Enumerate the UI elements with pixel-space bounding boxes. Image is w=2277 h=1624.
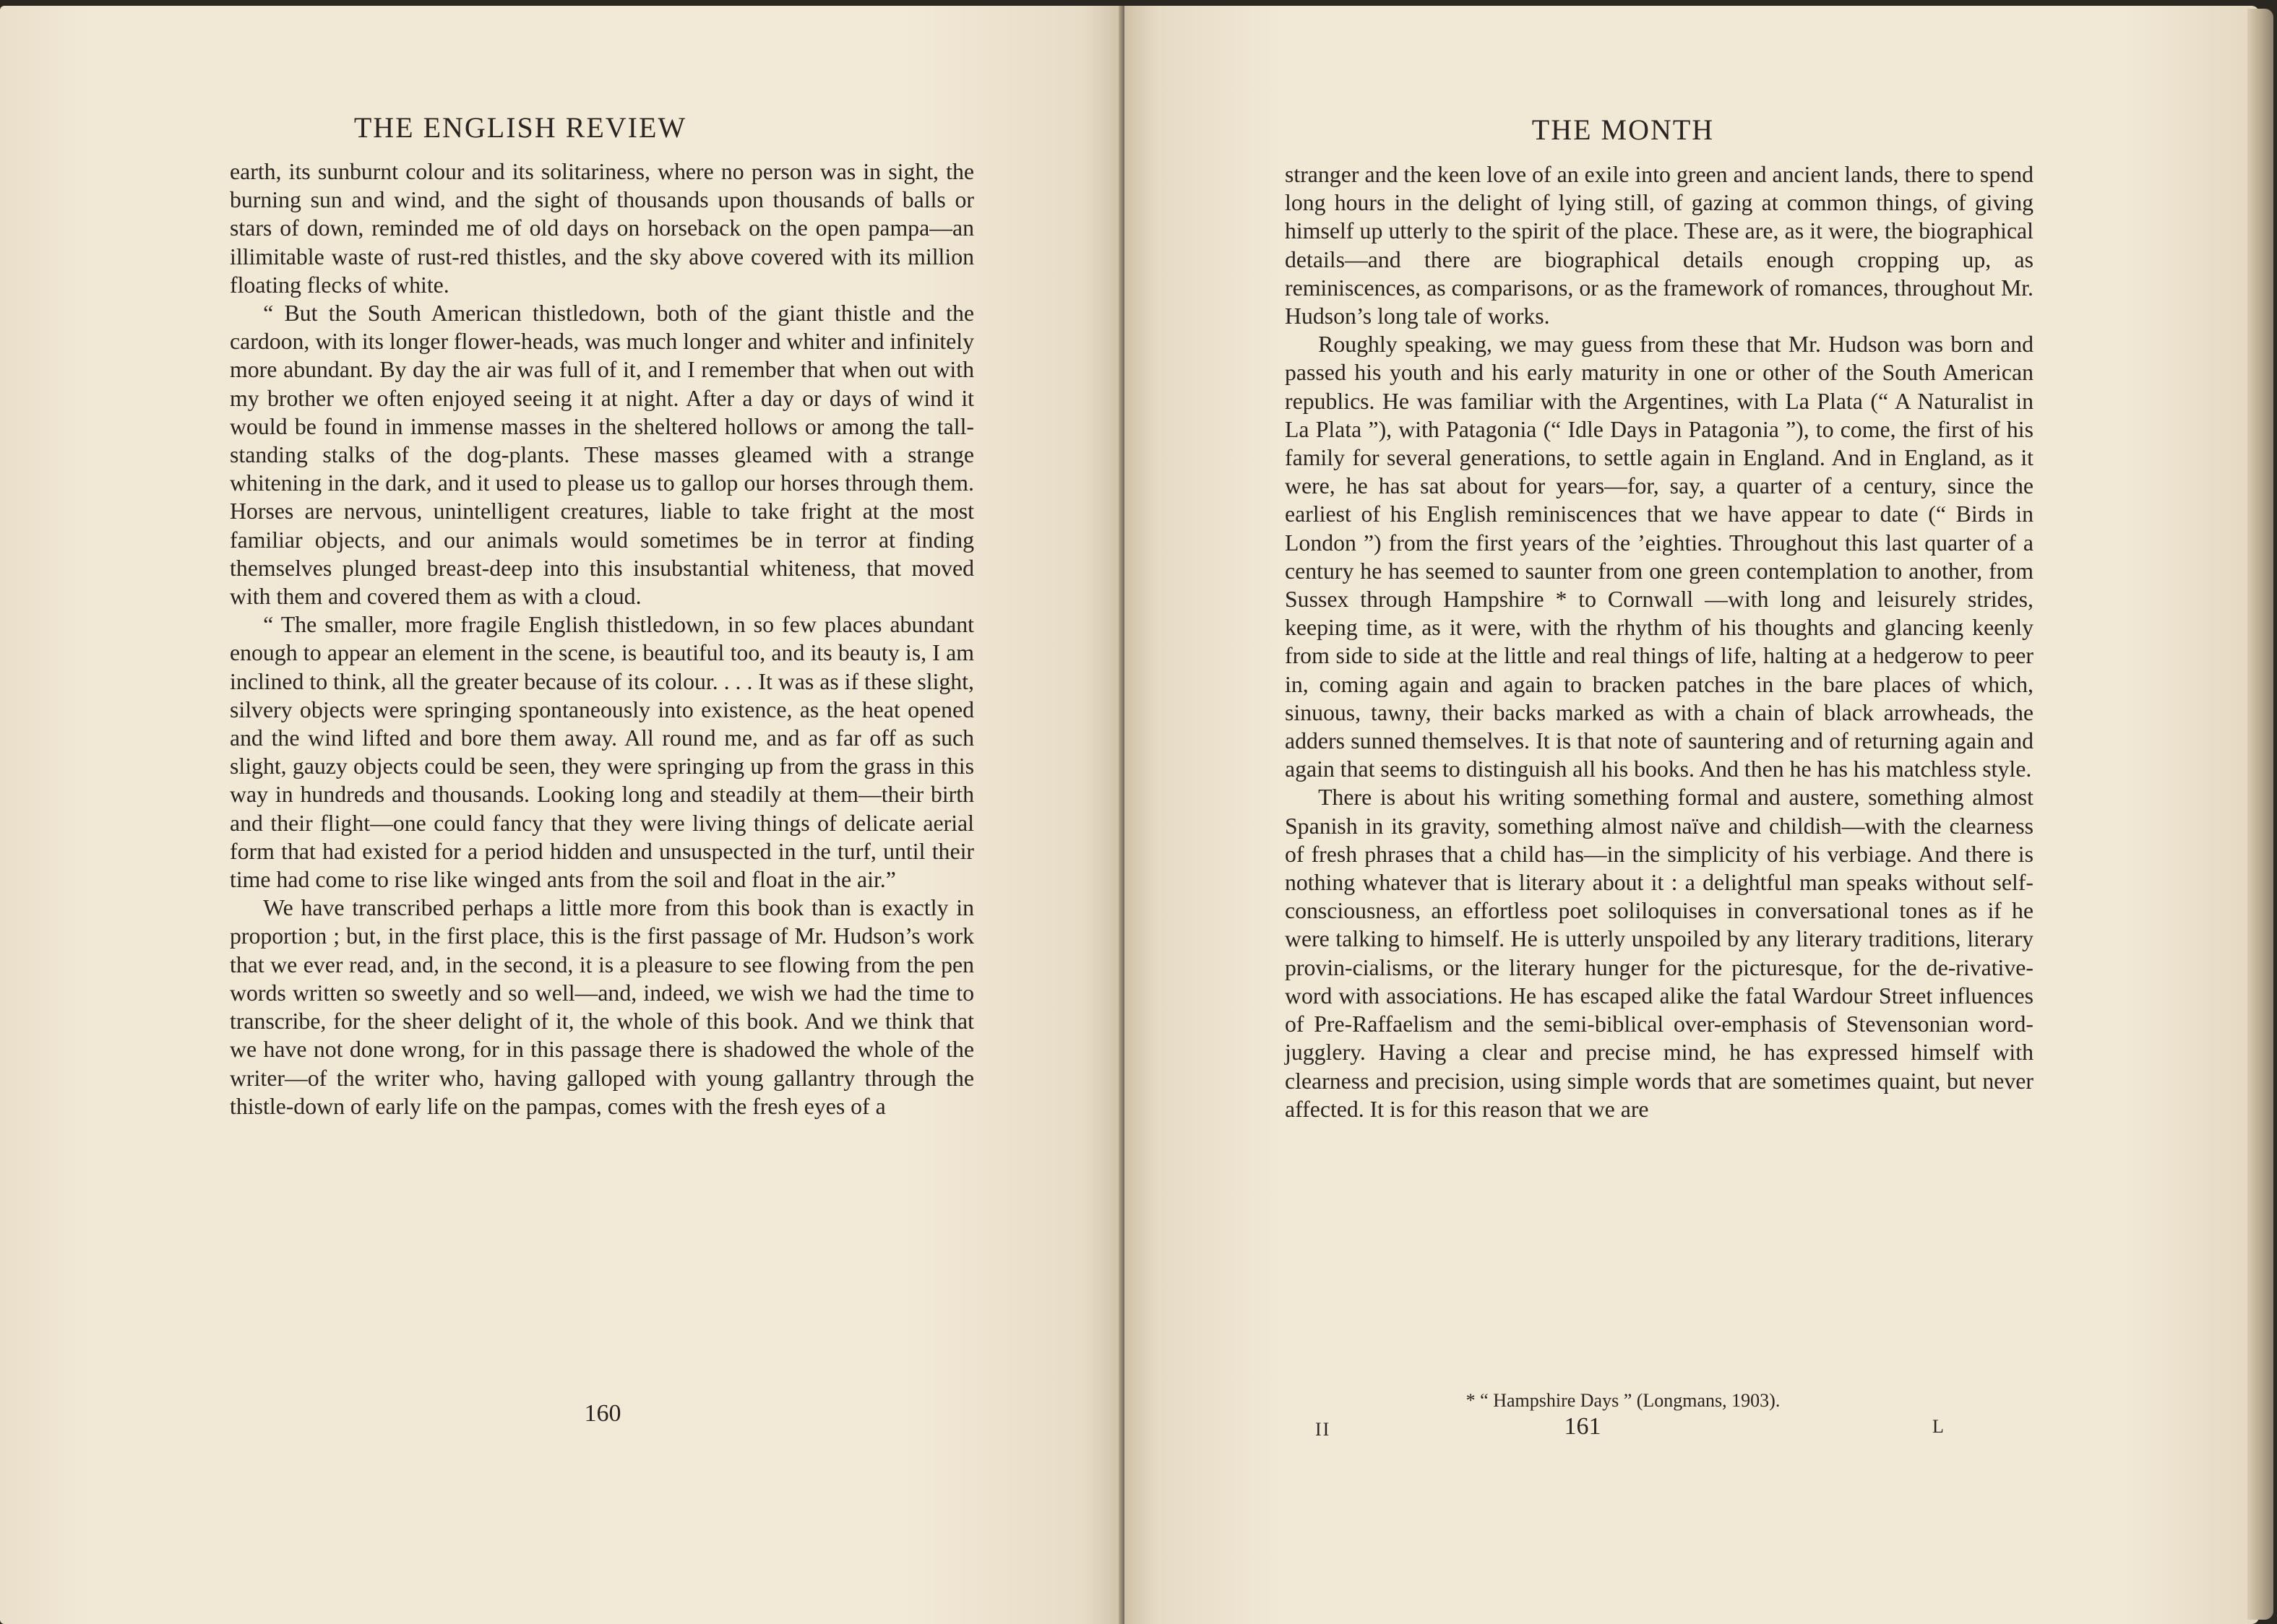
book-spread — [0, 6, 2277, 1624]
paragraph: There is about his writing something formal and austere, something almost Spanish in its gravity, something almost naïve and childish—with the clearness of fresh phrases that a child has—in the simplicity of his verbiage. And there is nothing whatever that is literary about it : a delightful man speaks without self-consciousness, an effortless poet soliloquises in conversational tones as if he were talking to himself. He is utterly unspoiled by any literary traditions, literary provin-cialisms, or the literary hunger for the picturesque, for the de-rivative-word with associations. He has escaped alike the fatal Wardour Street influences of Pre-Raffaelism and the semi-biblical over-emphasis of Stevensonian word-jugglery. Having a clear and precise mind, he has expressed himself with clearness and precision, using simple words that are sometimes quaint, but never affected. It is for this reason that we are — [1285, 785, 2033, 1122]
footnote: * “ Hampshire Days ” (Longmans, 1903). — [1465, 1390, 1781, 1411]
paragraph: We have transcribed perhaps a little more from this book than is exactly in proportion ; but, in the first place, this is the first passage of Mr. Hudson’s work that we ever read, and, in the second, it is a pleasure to see flowing from the pen words written so sweetly and so well—and, indeed, we wish we had the time to transcribe, for the sheer delight of it, the whole of this book. And we think that we have not done wrong, for in this passage there is shadowed the whole of the writer—of the writer who, having galloped with young gallantry through the thistle-down of early life on the pampas, comes with the fresh eyes of a — [230, 895, 974, 1119]
page-number-left: 160 — [584, 1400, 621, 1427]
running-head-right: THE MONTH — [1531, 113, 1715, 146]
signature-mark-right: L — [1932, 1416, 1945, 1437]
running-head-left: THE ENGLISH REVIEW — [353, 111, 687, 144]
body-text-left — [230, 157, 974, 1120]
page-number-right: 161 — [1564, 1413, 1601, 1440]
paragraph: Roughly speaking, we may guess from these that Mr. Hudson was born and passed his youth and his early maturity in one or other of the South American republics. He was familiar with the Argentines, with La Plata (“ A Naturalist in La Plata ”), with Patagonia (“ Idle Days in Patagonia ”), to come, the first of his family for several generations, to settle again in England. And in England, as it were, he has sat about for years—for, say, a quarter of a century, since the earliest of his English reminiscences that we have appear to date (“ Birds in London ”) from the first years of the ’eighties. Throughout this last quarter of a century he has seemed to saunter from one green contemplation to another, from Sussex through Hampshire * to Cornwall —with long and leisurely strides, keeping time, as it were, with the rhythm of his thoughts and glancing keenly from side to side at the little and real things of life, halting at a hedgerow to peer in, coming again and again to bracken patches in the bare places of which, sinuous, tawny, their backs marked as with a chain of black arrowheads, the adders sunned themselves. It is that note of sauntering and of returning again and again that seems to distinguish all his books. And then he has his matchless style. — [1285, 332, 2033, 782]
paragraph: “ But the South American thistledown, both of the giant thistle and the cardoon, with its longer flower-heads, was much longer and whiter and infinitely more abundant. By day the air was full of it, and I remember that when out with my brother we often enjoyed seeing it at night. After a day or days of wind it would be found in immense masses in the sheltered hollows or among the tall-standing stalks of the dog-plants. These masses gleamed with a strange whitening in the dark, and it used to please us to gallop our horses through them. Horses are nervous, unintelligent creatures, liable to take fright at the most familiar objects, and our animals would sometimes be in terror at finding themselves plunged breast-deep into this insubstantial whiteness, that moved with them and covered them as with a cloud. — [230, 301, 974, 610]
body-text-right — [1285, 160, 2033, 1123]
left-page — [0, 6, 1127, 1624]
signature-mark-left: II — [1315, 1419, 1331, 1440]
paragraph: stranger and the keen love of an exile into green and ancient lands, there to spend long hours in the delight of lying still, of gazing at common things, of giving himself up utterly to the spirit of the place. These are, as it were, the biographical details—and there are biographical details enough cropping up, as reminiscences, as comparisons, or as the framework of romances, throughout Mr. Hudson’s long tale of works. — [1285, 162, 2033, 329]
paragraph: earth, its sunburnt colour and its solitariness, where no person was in sight, the burning sun and wind, and the sight of thousands upon thousands of balls or stars of down, reminded me of old days on horseback on the open pampa—an illimitable waste of rust-red thistles, and the sky above covered with its million floating flecks of white. — [230, 159, 974, 298]
page-edges — [2247, 9, 2273, 1620]
right-page — [1124, 6, 2259, 1624]
paragraph: “ The smaller, more fragile English thistledown, in so few places abundant enough to appear an element in the scene, is beautiful too, and its beauty is, I am inclined to think, all the greater because of its colour. . . . It was as if these slight, silvery objects were springing spontaneously into existence, as the heat opened and the wind lifted and bore them away. All round me, and as far off as such slight, gauzy objects could be seen, they were springing up from the grass in this way in hundreds and thousands. Looking long and steadily at them—their birth and their flight—one could fancy that they were living things of delicate aerial form that had existed for a period hidden and unsuspected in the turf, until their time had come to rise like winged ants from the soil and float in the air.” — [230, 612, 974, 893]
